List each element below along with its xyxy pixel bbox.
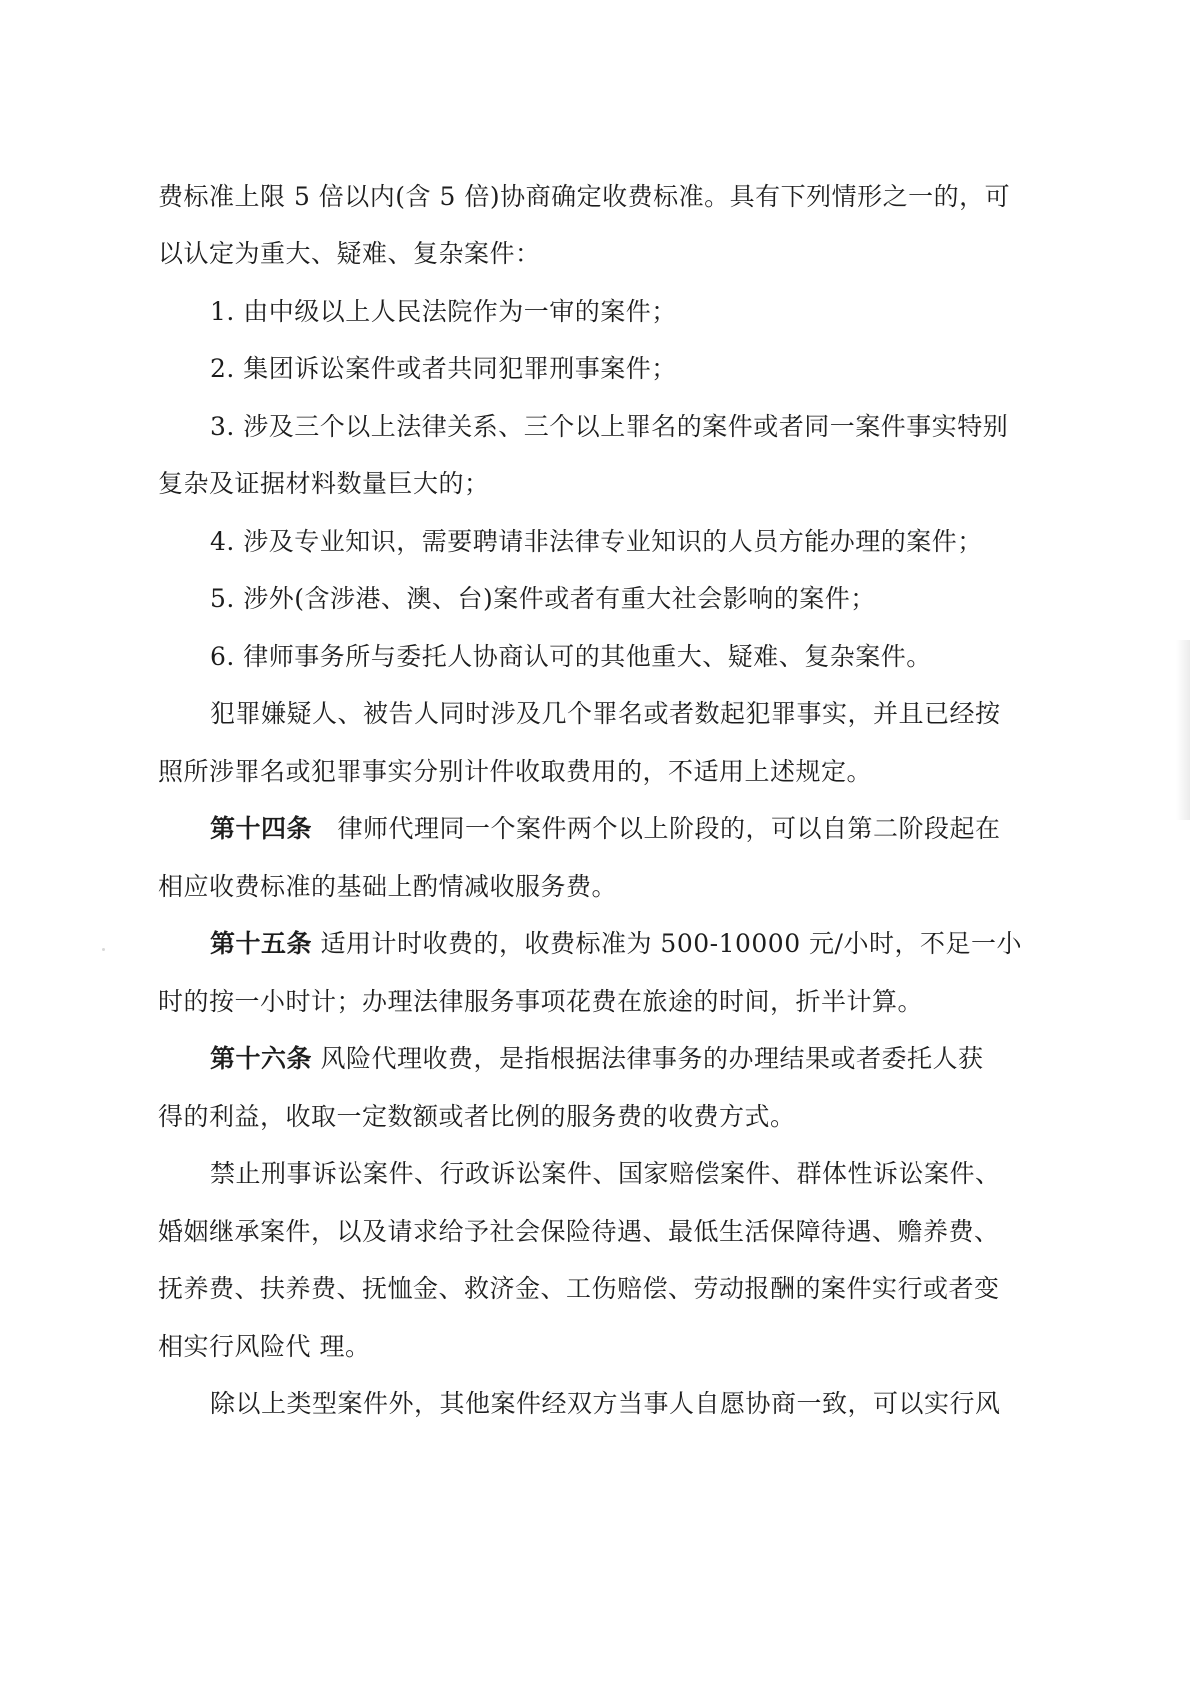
text-line — [210, 295, 1038, 329]
text-segment: 婚姻继承案件，以及请求给予社会保险待遇、最低生活保障待遇、赡养费、 — [158, 1217, 1000, 1246]
text-segment: 2. 集团诉讼案件或者共同犯罪刑事案件； — [210, 354, 677, 383]
text-line — [210, 582, 1038, 616]
text-segment: 抚养费、扶养费、抚恤金、救济金、工伤赔偿、劳动报酬的案件实行或者变 — [158, 1274, 1000, 1303]
text-line — [210, 640, 1038, 674]
text-segment: 风险代理收费，是指根据法律事务的办理结果或者委托人获 — [312, 1044, 984, 1073]
text-segment: 相实行风险代 理。 — [158, 1332, 371, 1361]
text-segment: 除以上类型案件外，其他案件经双方当事人自愿协商一致，可以实行风 — [210, 1389, 1001, 1418]
text-line — [158, 1330, 1038, 1364]
text-segment: 得的利益，收取一定数额或者比例的服务费的收费方式。 — [158, 1102, 796, 1131]
text-line — [210, 1157, 1038, 1191]
text-line — [210, 1042, 1038, 1076]
text-segment: 照所涉罪名或犯罪事实分别计件收取费用的，不适用上述规定。 — [158, 757, 873, 786]
text-line — [210, 410, 1038, 444]
text-line — [158, 467, 1038, 501]
text-segment: 复杂及证据材料数量巨大的； — [158, 469, 490, 498]
text-line — [158, 180, 1038, 214]
text-line — [158, 985, 1038, 1019]
text-segment: 时的按一小时计；办理法律服务事项花费在旅途的时间，折半计算。 — [158, 987, 924, 1016]
text-segment: 6. 律师事务所与委托人协商认可的其他重大、疑难、复杂案件。 — [210, 642, 932, 671]
text-segment: 费标准上限 5 倍以内(含 5 倍)协商确定收费标准。具有下列情形之一的，可 — [158, 182, 1011, 211]
text-line — [158, 1215, 1038, 1249]
text-segment: 相应收费标准的基础上酌情减收服务费。 — [158, 872, 618, 901]
text-segment: 犯罪嫌疑人、被告人同时涉及几个罪名或者数起犯罪事实，并且已经按 — [210, 699, 1001, 728]
text-segment: 3. 涉及三个以上法律关系、三个以上罪名的案件或者同一案件事实特别 — [210, 412, 1009, 441]
text-line — [158, 870, 1038, 904]
text-line — [210, 525, 1038, 559]
article-heading: 第十五条 — [210, 929, 313, 958]
text-line — [158, 1100, 1038, 1134]
text-line — [158, 755, 1038, 789]
text-segment: 4. 涉及专业知识，需要聘请非法律专业知识的人员方能办理的案件； — [210, 527, 983, 556]
article-heading: 第十四条 — [210, 814, 313, 843]
article-heading: 第十六条 — [210, 1044, 313, 1073]
scan-speck — [102, 948, 105, 951]
text-segment: 5. 涉外(含涉港、澳、台)案件或者有重大社会影响的案件； — [210, 584, 876, 613]
text-segment: 适用计时收费的，收费标准为 500-10000 元/小时，不足一小 — [312, 929, 1022, 958]
text-line — [210, 812, 1038, 846]
text-line — [210, 1387, 1038, 1421]
text-segment: 律师代理同一个案件两个以上阶段的，可以自第二阶段起在 — [312, 814, 1001, 843]
scan-edge-shadow — [1176, 640, 1190, 820]
text-line — [210, 927, 1038, 961]
text-segment: 以认定为重大、疑难、复杂案件： — [158, 239, 541, 268]
text-segment: 禁止刑事诉讼案件、行政诉讼案件、国家赔偿案件、群体性诉讼案件、 — [210, 1159, 1001, 1188]
text-line — [158, 1272, 1038, 1306]
text-line — [210, 352, 1038, 386]
text-line — [158, 237, 1038, 271]
text-segment: 1. 由中级以上人民法院作为一审的案件； — [210, 297, 677, 326]
text-line — [210, 697, 1038, 731]
